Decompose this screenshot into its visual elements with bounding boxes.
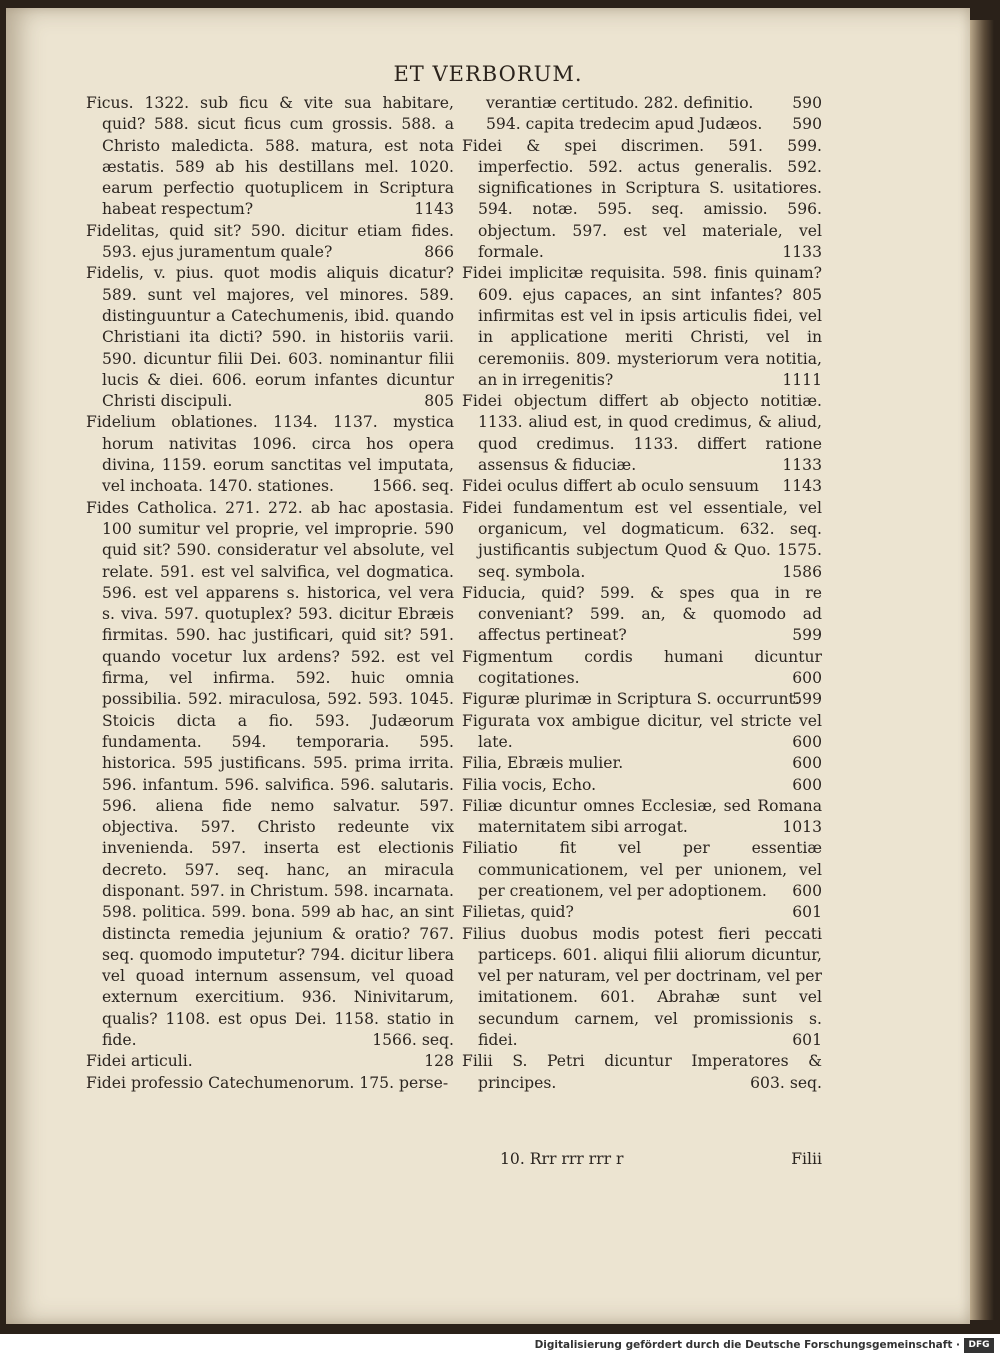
index-column-left [86,93,454,1094]
index-entry [86,1073,454,1094]
index-entry [462,753,822,774]
catch-line [500,1150,822,1168]
entry-page-number: 866 [424,243,454,262]
index-entry [462,114,822,135]
index-entry [462,838,822,902]
entry-text: Fidelium oblationes. 1134. 1137. mystica horum nativitas 1096. circa hos opera divina, 1159. eorum sanctitas vel imputata, vel inchoata. 1470. stationes. [86,413,454,496]
index-entry [86,1051,454,1072]
index-entry [462,93,822,114]
index-entry [462,498,822,583]
entry-page-number: 600 [792,881,822,900]
entry-page-number: 1133 [782,243,822,262]
entry-text: Filius duobus modis potest fieri peccati particeps. 601. aliqui filii aliorum dicuntur, vel per naturam, vel per doctrinam, vel per imitationem. 601. Abrahæ sunt vel secundum carnem, vel promissionis s. fidei. [462,924,822,1050]
entry-page-number: 1566. seq. [372,1031,454,1050]
entry-text: Fidei professio Catechumenorum. 175. perse- [86,1073,449,1092]
index-entry [86,412,454,497]
entry-text: Ficus. 1322. sub ficu & vite sua habitare, quid? 588. sicut ficus cum grossis. 588. a Christo maledicta. 588. matura, est nota æstatis. 589 ab his destillans mel. 1020. earum perfectio quotuplicem in Scriptura habeat respectum? [86,94,454,219]
index-column-right [462,93,822,1094]
index-entry [86,93,454,221]
index-entry [462,136,822,264]
entry-page-number: 590 [792,115,822,134]
entry-text: Fidei fundamentum est vel essentiale, vel organicum, vel dogmaticum. 632. seq. justificantis subjectum Quod & Quo. 1575. seq. symbola. [462,498,822,581]
entry-text: Filia, Ebræis mulier. [462,754,624,773]
entry-text: Figurata vox ambigue dicitur, vel stricte vel late. [462,711,822,751]
index-entry [462,796,822,839]
entry-text: Fidei oculus differt ab oculo sensuum [462,477,759,496]
index-entry [462,476,822,497]
entry-text: Fidei & spei discrimen. 591. 599. imperfectio. 592. actus generalis. 592. significationes in Scriptura S. usitatiores. 594. notæ. 595. seq. amissio. 596. objectum. 597. est vel materiale, vel formale. [462,136,822,262]
entry-text: Filiatio fit vel per essentiæ communicationem, vel per unionem, vel per creationem, vel per adoptionem. [462,839,822,900]
entry-text: verantiæ certitudo. 282. definitio. [486,94,754,112]
index-entry [86,498,454,1052]
entry-page-number: 600 [792,669,822,688]
index-entry [462,583,822,647]
index-entry [462,711,822,754]
entry-page-number: 1566. seq. [372,477,454,496]
index-entry [462,924,822,1052]
index-entry [462,391,822,476]
index-entry [462,263,822,391]
index-entry [462,902,822,923]
entry-page-number: 1586 [782,562,822,581]
entry-text: Fidei articuli. [86,1052,193,1071]
entry-page-number: 1111 [782,370,822,389]
entry-text: Fidei objectum differt ab objecto notitiæ. 1133. aliud est, in quod credimus, & aliud, quod credimus. 1133. differt ratione assensus & fiduciæ. [462,392,822,475]
entry-page-number: 599 [792,690,822,709]
entry-text: Fidelitas, quid sit? 590. dicitur etiam fides. 593. ejus juramentum quale? [86,221,454,262]
entry-text: 594. capita tredecim apud Judæos. [486,115,763,134]
entry-page-number: 1133 [782,456,822,475]
entry-text: Filietas, quid? [462,903,574,922]
entry-text: Fidelis, v. pius. quot modis aliquis dicatur? 589. sunt vel majores, vel minores. 589. distinguuntur a Catechumenis, ibid. quando Christiani ita dicti? 590. in historiis varii. 590. dicuntur filii Dei. 603. nominantur filii lucis & diei. 606. eorum infantes dicuntur Christi discipuli. [86,264,454,411]
entry-text: Fides Catholica. 271. 272. ab hac apostasia. 100 sumitur vel proprie, vel improprie. 590 quid sit? 590. consideratur vel absolute, vel relate. 591. est vel salvifica, vel dogmatica. 596. est vel apparens s. historica, vel vera s. viva. 597. quotuplex? 593. dicitur Ebræis firmitas. 590. hac justificari, quid sit? 591. quando vocetur lux ardens? 592. est vel firma, vel infirma. 592. huic omnia possibilia. 592. miraculosa, 592. 593. 1045. Stoicis dicta a fio. 593. Judæorum fundamenta. 594. temporaria. 595. historica. 595 justificans. 595. prima irrita. 596. infantum. 596. salvifica. 596. salutaris. 596. aliena fide nemo salvatur. 597. objectiva. 597. Christo redeunte vix invenienda. 597. inserta est electionis decreto. 597. seq. hanc, an miracula disponant. 597. in Christum. 598. incarnata. 598. politica. 599. bona. 599 ab hac, an sint distincta remedia jejunium & oratio? 767. seq. quomodo imputetur? 794. dicitur libera vel quoad internum assensum, vel quoad externum exercitium. 936. Ninivitarum, qualis? 1108. est opus Dei. 1158. statio in fide. [86,498,454,1050]
index-entry [86,263,454,412]
index-entry [462,1051,822,1094]
entry-text: Figmentum cordis humani dicuntur cogitationes. [462,647,822,688]
footer-credit: Digitalisierung gefördert durch die Deutsche Forschungsgemeinschaft · [534,1339,960,1351]
entry-page-number: 601 [792,903,822,922]
signature-mark: 10. Rrr rrr rrr r [500,1150,624,1168]
entry-text: Filii S. Petri dicuntur Imperatores & principes. [462,1052,822,1092]
index-entry [86,221,454,264]
digitization-footer [0,1334,1000,1358]
page-edge [970,20,994,1320]
entry-page-number: 600 [792,732,822,751]
entry-page-number: 600 [792,775,822,794]
entry-text: Filia vocis, Echo. [462,775,597,794]
catchword: Filii [791,1150,822,1168]
entry-page-number: 1143 [782,477,822,496]
entry-page-number: 805 [424,392,454,411]
entry-page-number: 603. seq. [750,1073,822,1092]
running-head: ET VERBORUM. [393,62,583,86]
entry-page-number: 601 [792,1031,822,1050]
entry-text: Fidei implicitæ requisita. 598. finis quinam? 609. ejus capaces, an sint infantes? 805 infirmitas est vel in ipsis articulis fidei, vel in applicatione meriti Christi, vel in ceremoniis. 809. mysteriorum vera notitia, an in irregenitis? [462,264,822,389]
entry-text: Figuræ plurimæ in Scriptura S. occurrunt. [462,690,800,709]
entry-page-number: 600 [792,754,822,773]
entry-text: Fiducia, quid? 599. & spes qua in re conveniant? 599. an, & quomodo ad affectus pertineat? [462,583,822,645]
entry-page-number: 128 [424,1052,454,1071]
index-entry [462,689,822,710]
index-entry [462,647,822,690]
entry-page-number: 599 [792,626,822,645]
entry-page-number: 590 [792,94,822,112]
dfg-logo: DFG [964,1338,994,1353]
entry-page-number: 1013 [782,818,822,837]
entry-text: Filiæ dicuntur omnes Ecclesiæ, sed Romana maternitatem sibi arrogat. [462,796,822,837]
index-entry [462,775,822,796]
entry-page-number: 1143 [414,200,454,219]
